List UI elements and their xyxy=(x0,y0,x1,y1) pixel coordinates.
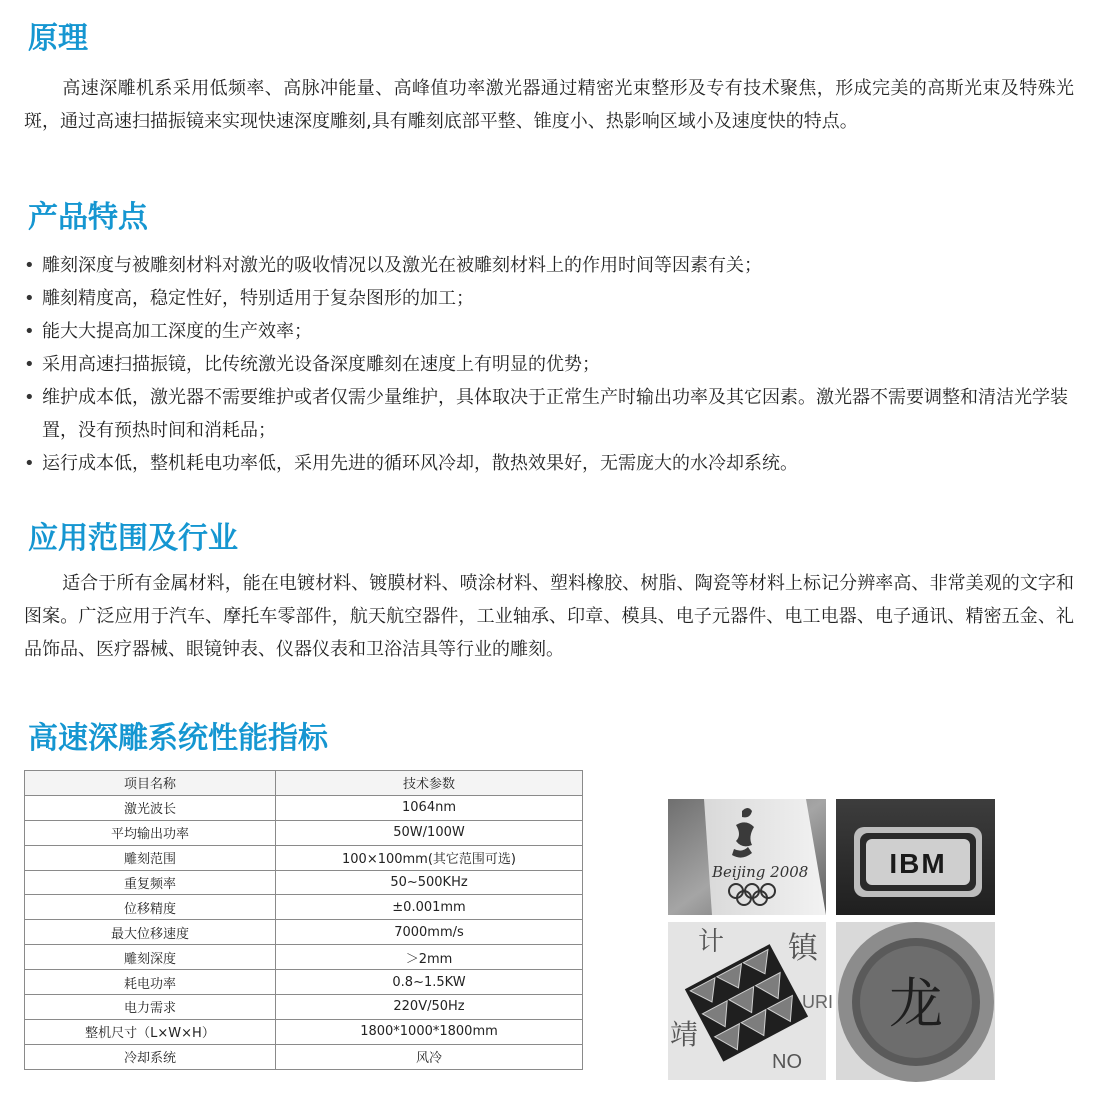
feature-item: • 雕刻深度与被雕刻材料对激光的吸收情况以及激光在被雕刻材料上的作用时间等因素有关； xyxy=(24,249,1074,282)
sign-engraving-image xyxy=(668,922,833,1080)
feature-item: • 运行成本低，整机耗电功率低，采用先进的循环风冷却，散热效果好，无需庞大的水冷却系统。 xyxy=(24,447,1074,480)
principle-body xyxy=(24,72,1074,138)
sign-char: 靖 xyxy=(670,1018,699,1051)
spec-value: 220V/50Hz xyxy=(276,995,583,1020)
spec-value: ＞2mm xyxy=(276,945,583,970)
spec-name: 重复频率 xyxy=(25,870,276,895)
spec-value: 1800*1000*1800mm xyxy=(276,1019,583,1044)
sign-latin: URI xyxy=(802,992,833,1012)
sign-char: 镇 xyxy=(788,931,818,966)
table-row xyxy=(25,945,583,970)
principle-title: 原理 xyxy=(28,21,88,56)
specs-table xyxy=(24,770,583,1070)
spec-value: 风冷 xyxy=(276,1044,583,1069)
table-row xyxy=(25,1019,583,1044)
spec-name: 雕刻范围 xyxy=(25,845,276,870)
spec-name: 冷却系统 xyxy=(25,1044,276,1069)
table-row xyxy=(25,845,583,870)
beijing-engraving-image xyxy=(668,799,826,915)
sample-photo-beijing xyxy=(668,799,826,915)
feature-item: • 维护成本低，激光器不需要维护或者仅需少量维护，具体取决于正常生产时输出功率及其它因素。激光器不需要调整和清洁光学装置，没有预热时间和消耗品； xyxy=(24,381,1074,447)
spec-name: 整机尺寸（L×W×H） xyxy=(25,1019,276,1044)
spec-name: 电力需求 xyxy=(25,995,276,1020)
feature-item: • 采用高速扫描振镜，比传统激光设备深度雕刻在速度上有明显的优势； xyxy=(24,348,1074,381)
spec-value: 100×100mm(其它范围可选) xyxy=(276,845,583,870)
ibm-text: IBM xyxy=(889,848,947,879)
principle-text: 高速深雕机系采用低频率、高脉冲能量、高峰值功率激光器通过精密光束整形及专有技术聚焦，形成完美的高斯光束及特殊光斑，通过高速扫描振镜来实现快速深度雕刻,具有雕刻底部平整、锥度小、热影响区域小及速度快的特点。 xyxy=(24,78,1074,132)
spec-name: 最大位移速度 xyxy=(25,920,276,945)
table-header-row xyxy=(25,771,583,796)
features-list xyxy=(24,249,1074,480)
spec-value: 50~500KHz xyxy=(276,870,583,895)
features-title: 产品特点 xyxy=(28,200,148,235)
ibm-engraving-image xyxy=(836,799,995,915)
specs-title: 高速深雕系统性能指标 xyxy=(28,721,328,756)
beijing-text: Beijing 2008 xyxy=(712,863,809,881)
applications-body xyxy=(24,567,1074,666)
spec-value: 7000mm/s xyxy=(276,920,583,945)
spec-name: 平均输出功率 xyxy=(25,820,276,845)
sample-photo-stamp xyxy=(836,922,995,1080)
applications-title: 应用范围及行业 xyxy=(28,521,238,556)
spec-name: 位移精度 xyxy=(25,895,276,920)
spec-value: 1064nm xyxy=(276,795,583,820)
table-row xyxy=(25,795,583,820)
spec-name: 耗电功率 xyxy=(25,970,276,995)
table-row xyxy=(25,895,583,920)
stamp-char: 龙 xyxy=(889,972,943,1035)
header-cell: 项目名称 xyxy=(25,771,276,796)
table-row xyxy=(25,920,583,945)
spec-name: 雕刻深度 xyxy=(25,945,276,970)
sign-latin: NO xyxy=(772,1051,802,1073)
feature-item: • 雕刻精度高，稳定性好，特别适用于复杂图形的加工； xyxy=(24,282,1074,315)
sample-photo-ibm xyxy=(836,799,995,915)
sign-char: 计 xyxy=(698,927,725,957)
table-row xyxy=(25,995,583,1020)
sample-photo-sign xyxy=(668,922,833,1080)
table-row xyxy=(25,970,583,995)
spec-value: 50W/100W xyxy=(276,820,583,845)
table-row xyxy=(25,870,583,895)
stamp-engraving-image xyxy=(836,922,995,1080)
spec-value: 0.8~1.5KW xyxy=(276,970,583,995)
applications-text: 适合于所有金属材料，能在电镀材料、镀膜材料、喷涂材料、塑料橡胶、树脂、陶瓷等材料上标记分辨率高、非常美观的文字和图案。广泛应用于汽车、摩托车零部件，航天航空器件，工业轴承、印章、模具、电子元器件、电工电器、电子通讯、精密五金、礼品饰品、医疗器械、眼镜钟表、仪器仪表和卫浴洁具等行业的雕刻。 xyxy=(24,573,1074,660)
feature-item: • 能大大提高加工深度的生产效率； xyxy=(24,315,1074,348)
spec-name: 激光波长 xyxy=(25,795,276,820)
spec-value: ±0.001mm xyxy=(276,895,583,920)
table-row xyxy=(25,820,583,845)
header-cell: 技术参数 xyxy=(276,771,583,796)
table-row xyxy=(25,1044,583,1069)
